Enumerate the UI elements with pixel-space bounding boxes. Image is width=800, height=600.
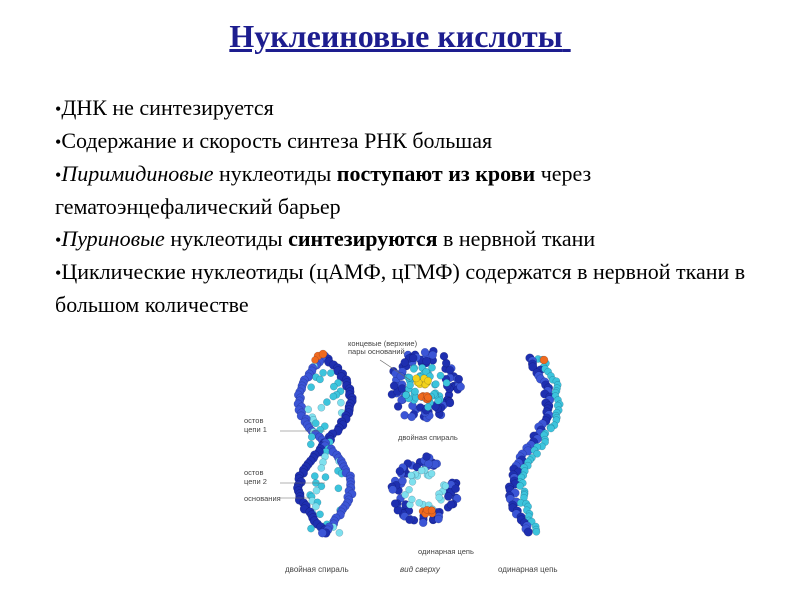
bullet-bold: поступают из крови [336,161,536,186]
caption-top-view: вид сверху [400,565,440,574]
label-single-strand-mid: одинарная цепь [418,547,474,556]
bullet-text: Циклические нуклеотиды (цАМФ, цГМФ) содержатся в нервной ткани в большом количестве [55,259,746,317]
bullet-text: через гематоэнцефалический барьер [55,161,592,219]
double-helix-model [293,350,356,537]
label-backbone2-2: цепи 2 [244,477,267,486]
label-end-pairs-1: концевые (верхние) [348,339,418,348]
bullet-text: нуклеотиды [213,161,337,186]
bullet-item: •Пиримидиновые нуклеотиды поступают из крови через гематоэнцефалический барьер [55,161,592,219]
label-bases: основания [244,494,281,503]
slide-title-text: Нуклеиновые кислоты [229,18,563,54]
bullet-italic: Пиримидиновые [61,161,214,186]
top-view-model [388,347,465,422]
bullet-text: Содержание и скорость синтеза РНК большая [61,128,493,153]
label-double-helix-top: двойная спираль [398,433,458,442]
caption-single-strand: одинарная цепь [498,565,558,574]
bullet-item: •Пуриновые нуклеотиды синтезируются в нервной ткани [55,226,596,251]
bullet-item: •Циклические нуклеотиды (цАМФ, цГМФ) содержатся в нервной ткани в большом количестве [55,259,746,317]
slide-title [0,18,800,55]
bullet-list [55,92,755,321]
caption-double-helix: двойная спираль [285,565,349,574]
label-backbone2-1: остов [244,468,264,477]
bullet-text: нуклеотиды [164,226,289,251]
single-strand-top-model [388,453,461,527]
bullet-item: •Содержание и скорость синтеза РНК большая [55,128,493,153]
bullet-text: ДНК не синтезируется [61,95,274,120]
bullet-italic: Пуриновые [61,226,165,251]
label-end-pairs-2: пары оснований [348,347,405,356]
bullet-item: •ДНК не синтезируется [55,95,274,120]
bullet-text: в нервной ткани [437,226,596,251]
dna-figure [230,338,590,588]
bullet-bold: синтезируются [288,226,438,251]
single-strand-model [505,354,563,537]
label-backbone1-2: цепи 1 [244,425,267,434]
label-backbone1-1: остов [244,416,264,425]
